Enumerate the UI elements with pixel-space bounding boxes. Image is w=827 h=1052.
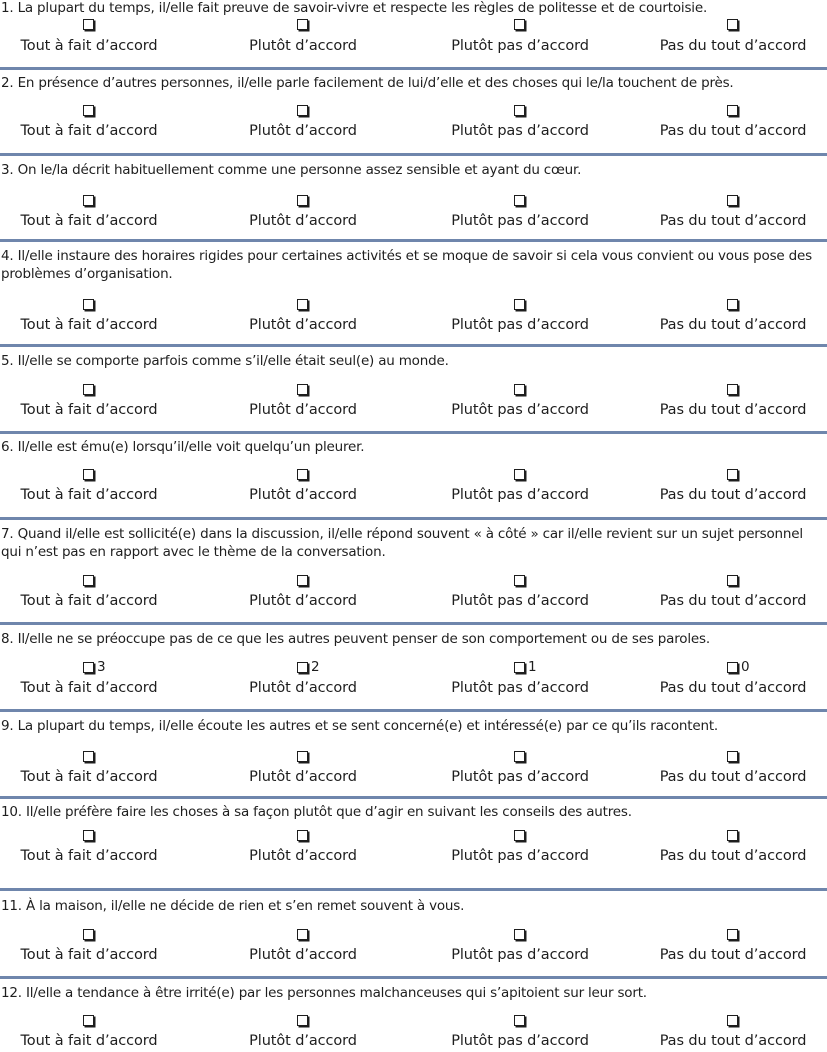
checkbox-icon[interactable]: [514, 469, 525, 480]
checkbox-icon[interactable]: [83, 469, 94, 480]
checkbox-icon[interactable]: [83, 299, 94, 310]
answer-label: Pas du tout d’accord: [659, 680, 807, 696]
answer-label: Plutôt pas d’accord: [451, 487, 589, 503]
checkbox-icon[interactable]: [297, 830, 308, 841]
checkbox-icon[interactable]: [297, 195, 308, 206]
answer-label: Plutôt d’accord: [249, 848, 357, 864]
question-text: 2. En présence d’autres personnes, il/elle parle facilement de lui/d’elle et des choses qui le/la touchent de près.: [1, 75, 734, 91]
score-value: 1: [528, 659, 537, 675]
checkbox-icon[interactable]: [514, 1015, 525, 1026]
checkbox-icon[interactable]: [727, 299, 738, 310]
question-text: 10. Il/elle préfère faire les choses à sa façon plutôt que d’agir en suivant les conseils des autres.: [1, 804, 632, 820]
checkbox-icon[interactable]: [727, 575, 738, 586]
checkbox-icon[interactable]: [297, 929, 308, 940]
answer-label: Tout à fait d’accord: [20, 1033, 158, 1049]
divider: [0, 67, 827, 70]
answer-label: Pas du tout d’accord: [659, 123, 807, 139]
checkbox-icon[interactable]: [297, 384, 308, 395]
answer-label: Tout à fait d’accord: [20, 402, 158, 418]
answer-label: Plutôt pas d’accord: [451, 848, 589, 864]
answer-label: Plutôt pas d’accord: [451, 593, 589, 609]
answer-label: Tout à fait d’accord: [20, 487, 158, 503]
checkbox-icon[interactable]: [727, 384, 738, 395]
answer-label: Tout à fait d’accord: [20, 213, 158, 229]
answer-label: Plutôt d’accord: [249, 1033, 357, 1049]
question-text: 11. À la maison, il/elle ne décide de rien et s’en remet souvent à vous.: [1, 898, 465, 914]
checkbox-icon[interactable]: [514, 830, 525, 841]
answer-label: Plutôt pas d’accord: [451, 213, 589, 229]
answer-label: Pas du tout d’accord: [659, 1033, 807, 1049]
checkbox-icon[interactable]: [83, 105, 94, 116]
answer-label: Tout à fait d’accord: [20, 593, 158, 609]
score-value: 0: [741, 659, 750, 675]
answer-label: Plutôt pas d’accord: [451, 317, 589, 333]
question-text: 4. Il/elle instaure des horaires rigides pour certaines activités et se moque de savoir si cela vous convient ou vous pose des problèmes d’organisation.: [1, 248, 812, 282]
checkbox-icon[interactable]: [83, 662, 94, 673]
divider: [0, 239, 827, 242]
answer-label: Tout à fait d’accord: [20, 947, 158, 963]
checkbox-icon[interactable]: [727, 830, 738, 841]
answer-label: Plutôt pas d’accord: [451, 769, 589, 785]
checkbox-icon[interactable]: [297, 575, 308, 586]
checkbox-icon[interactable]: [514, 299, 525, 310]
divider: [0, 796, 827, 799]
checkbox-icon[interactable]: [514, 929, 525, 940]
answer-label: Plutôt d’accord: [249, 213, 357, 229]
checkbox-icon[interactable]: [727, 929, 738, 940]
checkbox-icon[interactable]: [514, 105, 525, 116]
checkbox-icon[interactable]: [83, 575, 94, 586]
answer-label: Pas du tout d’accord: [659, 593, 807, 609]
divider: [0, 153, 827, 156]
answer-label: Plutôt d’accord: [249, 769, 357, 785]
answer-label: Pas du tout d’accord: [659, 402, 807, 418]
checkbox-icon[interactable]: [83, 751, 94, 762]
checkbox-icon[interactable]: [727, 469, 738, 480]
answer-label: Tout à fait d’accord: [20, 680, 158, 696]
answer-label: Tout à fait d’accord: [20, 317, 158, 333]
answer-label: Pas du tout d’accord: [659, 317, 807, 333]
answer-label: Plutôt d’accord: [249, 680, 357, 696]
divider: [0, 709, 827, 712]
checkbox-icon[interactable]: [83, 384, 94, 395]
divider: [0, 431, 827, 434]
checkbox-icon[interactable]: [514, 384, 525, 395]
checkbox-icon[interactable]: [297, 299, 308, 310]
answer-label: Pas du tout d’accord: [659, 769, 807, 785]
answer-label: Plutôt d’accord: [249, 487, 357, 503]
divider: [0, 344, 827, 347]
answer-label: Plutôt pas d’accord: [451, 947, 589, 963]
divider: [0, 888, 827, 891]
checkbox-icon[interactable]: [727, 662, 738, 673]
checkbox-icon[interactable]: [83, 19, 94, 30]
answer-label: Plutôt d’accord: [249, 593, 357, 609]
checkbox-icon[interactable]: [514, 19, 525, 30]
divider: [0, 517, 827, 520]
answer-label: Plutôt d’accord: [249, 402, 357, 418]
answer-label: Plutôt pas d’accord: [451, 402, 589, 418]
answer-label: Pas du tout d’accord: [659, 213, 807, 229]
checkbox-icon[interactable]: [297, 751, 308, 762]
answer-label: Pas du tout d’accord: [659, 487, 807, 503]
checkbox-icon[interactable]: [83, 195, 94, 206]
checkbox-icon[interactable]: [514, 575, 525, 586]
divider: [0, 976, 827, 979]
answer-label: Plutôt pas d’accord: [451, 1033, 589, 1049]
question-text: 9. La plupart du temps, il/elle écoute les autres et se sent concerné(e) et intéressé(e) par ce qu’ils racontent.: [1, 718, 719, 734]
answer-label: Pas du tout d’accord: [659, 947, 807, 963]
answer-label: Tout à fait d’accord: [20, 769, 158, 785]
checkbox-icon[interactable]: [727, 1015, 738, 1026]
checkbox-icon[interactable]: [514, 751, 525, 762]
question-text: 3. On le/la décrit habituellement comme une personne assez sensible et ayant du cœur.: [1, 162, 582, 178]
question-text: 5. Il/elle se comporte parfois comme s’il/elle était seul(e) au monde.: [1, 353, 449, 369]
answer-label: Tout à fait d’accord: [20, 848, 158, 864]
question-text: 1. La plupart du temps, il/elle fait preuve de savoir-vivre et respecte les règles de politesse et de courtoisie.: [1, 0, 708, 16]
checkbox-icon[interactable]: [297, 469, 308, 480]
question-text: 12. Il/elle a tendance à être irrité(e) par les personnes malchanceuses qui s’apitoient sur leur sort.: [1, 985, 647, 1001]
checkbox-icon[interactable]: [297, 1015, 308, 1026]
checkbox-icon[interactable]: [514, 662, 525, 673]
checkbox-icon[interactable]: [297, 662, 308, 673]
checkbox-icon[interactable]: [514, 195, 525, 206]
score-value: 2: [311, 659, 320, 675]
checkbox-icon[interactable]: [727, 105, 738, 116]
answer-label: Tout à fait d’accord: [20, 123, 158, 139]
answer-label: Plutôt pas d’accord: [451, 123, 589, 139]
answer-label: Tout à fait d’accord: [20, 38, 158, 54]
answer-label: Pas du tout d’accord: [659, 848, 807, 864]
score-value: 3: [97, 659, 106, 675]
checkbox-icon[interactable]: [83, 1015, 94, 1026]
question-text: 7. Quand il/elle est sollicité(e) dans la discussion, il/elle répond souvent « à côté » car il/elle revient sur un sujet personnel qui n’est pas en rapport avec le thème de la conversation.: [1, 526, 803, 560]
answer-label: Plutôt pas d’accord: [451, 680, 589, 696]
checkbox-icon[interactable]: [727, 751, 738, 762]
answer-label: Plutôt d’accord: [249, 317, 357, 333]
checkbox-icon[interactable]: [727, 19, 738, 30]
answer-label: Plutôt d’accord: [249, 38, 357, 54]
checkbox-icon[interactable]: [83, 929, 94, 940]
answer-label: Pas du tout d’accord: [659, 38, 807, 54]
answer-label: Plutôt d’accord: [249, 123, 357, 139]
answer-label: Plutôt pas d’accord: [451, 38, 589, 54]
checkbox-icon[interactable]: [727, 195, 738, 206]
answer-label: Plutôt d’accord: [249, 947, 357, 963]
divider: [0, 622, 827, 625]
question-text: 6. Il/elle est ému(e) lorsqu’il/elle voit quelqu’un pleurer.: [1, 439, 365, 455]
checkbox-icon[interactable]: [83, 830, 94, 841]
checkbox-icon[interactable]: [297, 19, 308, 30]
checkbox-icon[interactable]: [297, 105, 308, 116]
question-text: 8. Il/elle ne se préoccupe pas de ce que les autres peuvent penser de son comportement ou de ses paroles.: [1, 631, 710, 647]
